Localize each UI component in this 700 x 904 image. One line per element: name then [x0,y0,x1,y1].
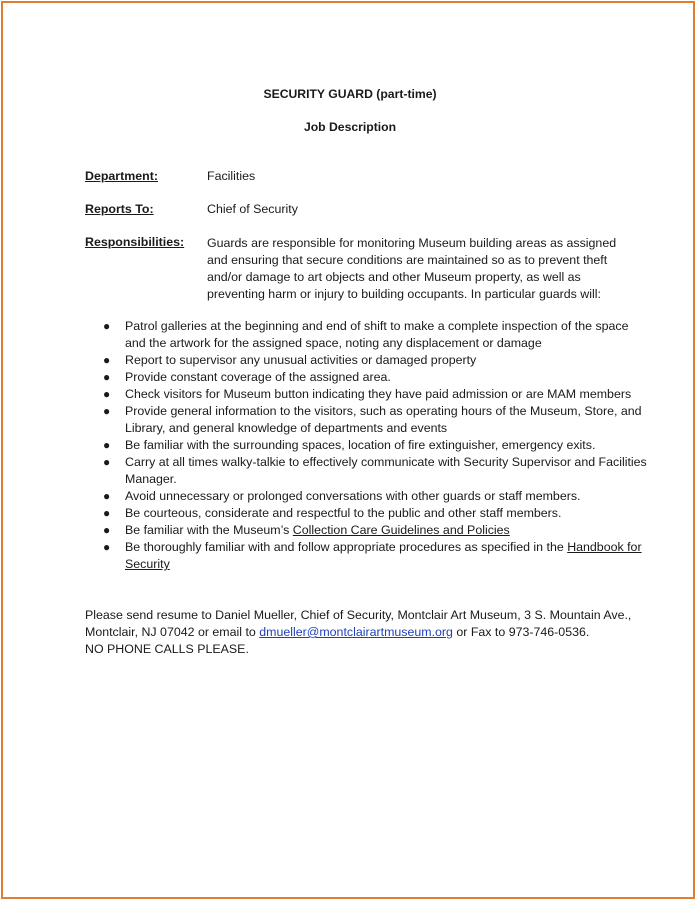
bullet-icon: ● [103,489,111,503]
bullet-icon: ● [103,319,111,333]
bullet-icon: ● [103,387,111,401]
list-item-text: Provide general information to the visitors, such as operating hours of the Museum, Store, and Library, and general knowledge of departments and events [125,404,642,435]
guidelines-link[interactable]: Collection Care Guidelines and Policies [292,523,510,537]
duties-list [0,318,700,573]
list-item [0,352,650,369]
bullet-icon: ● [103,353,111,367]
department-label: Department: [85,169,158,183]
closing-text: Please send resume to Daniel Mueller, Chief of Security, Montclair Art Museum, 3 S. Mountain Ave., Montclair, NJ 07042 or email to [85,608,632,639]
list-item [0,437,650,454]
list-item-text: Check visitors for Museum button indicating they have paid admission or are MAM members [125,387,632,401]
list-item-text: Avoid unnecessary or prolonged conversations with other guards or staff members. [125,489,581,503]
handbook-link[interactable]: Handbook for Security [125,540,642,571]
list-item [0,386,650,403]
list-item [0,488,650,505]
email-link[interactable]: dmueller@montclairartmuseum.org [259,625,453,639]
list-item [0,539,650,573]
fax-text: or Fax to 973-746-0536. [452,625,590,639]
list-item [0,505,650,522]
list-item-text: Be courteous, considerate and respectful to the public and other staff members. [125,506,562,520]
department-value: Facilities [207,169,256,183]
responsibilities-label: Responsibilities: [85,235,185,249]
list-item [0,454,650,488]
no-phone-calls-note: NO PHONE CALLS PLEASE. [85,642,249,656]
guidelines-prefix: Be familiar with the Museum’s [125,523,293,537]
reports-to-value: Chief of Security [207,202,298,216]
responsibilities-text: Guards are responsible for monitoring Museum building areas as assigned and ensuring that secure conditions are maintained so as to prevent theft and/or damage to art objects and other Museum property, as well as preventing harm or injury to building occupants. In particular guards will: [207,236,617,301]
bullet-icon: ● [103,370,111,384]
list-item [0,318,650,352]
list-item-text: Report to supervisor any unusual activities or damaged property [125,353,477,367]
job-title: SECURITY GUARD (part-time) [263,87,437,101]
job-description-heading: Job Description [303,120,397,134]
bullet-icon: ● [103,438,111,452]
list-item-text: Patrol galleries at the beginning and end of shift to make a complete inspection of the space and the artwork for the assigned space, noting any displacement or damage [125,319,629,350]
closing-paragraph [85,607,655,658]
list-item [0,403,650,437]
handbook-prefix: Be thoroughly familiar with and follow appropriate procedures as specified in the [125,540,568,554]
bullet-icon: ● [103,523,111,537]
bullet-icon: ● [103,404,111,418]
list-item [0,522,650,539]
bullet-icon: ● [103,455,111,469]
list-item-text: Provide constant coverage of the assigned area. [125,370,391,384]
list-item-text: Be familiar with the surrounding spaces, location of fire extinguisher, emergency exits. [125,438,596,452]
bullet-icon: ● [103,506,111,520]
list-item [0,369,650,386]
bullet-icon: ● [103,540,111,554]
list-item-text: Carry at all times walky-talkie to effectively communicate with Security Supervisor and Facilities Manager. [125,455,647,486]
reports-to-label: Reports To: [85,202,154,216]
